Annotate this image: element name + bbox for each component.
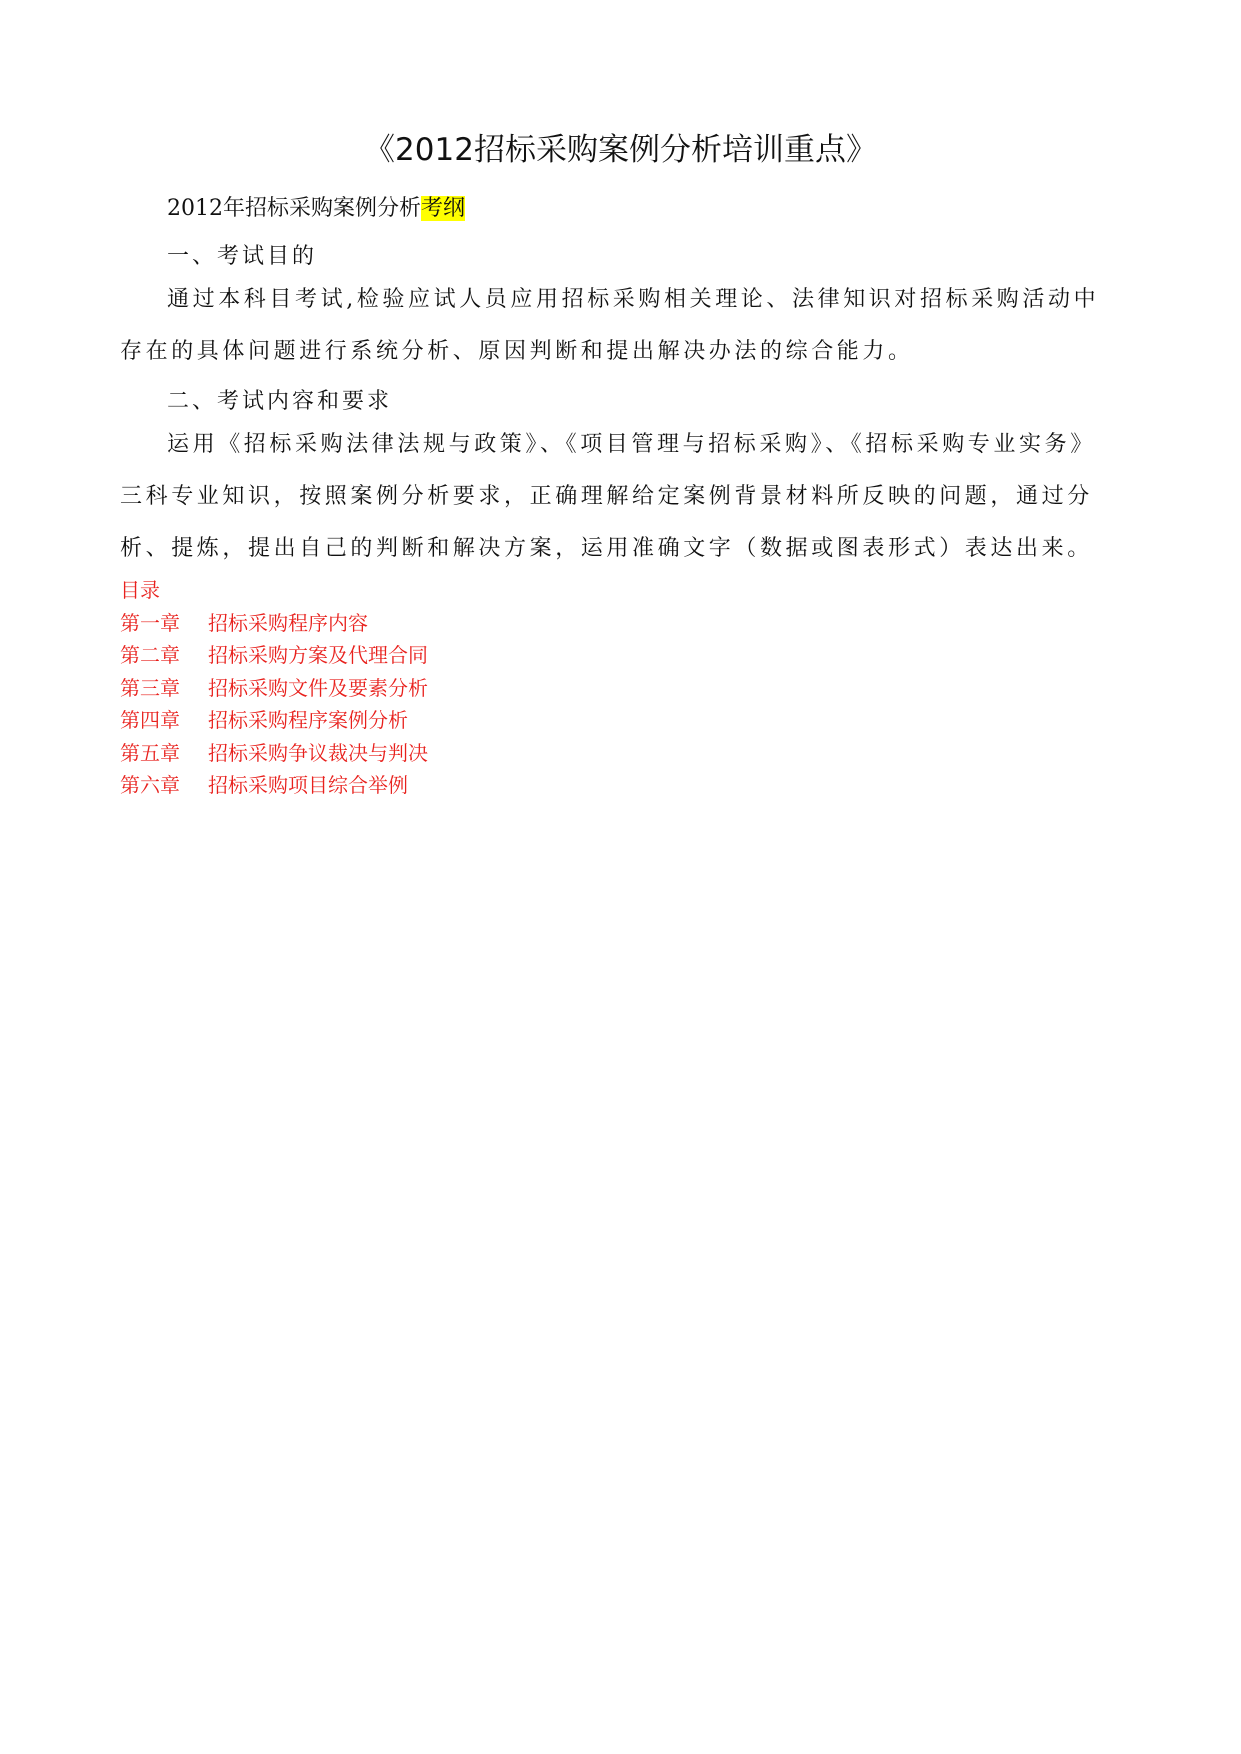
toc-item-chapter-2[interactable] bbox=[120, 639, 428, 672]
toc-chapter-number: 第四章 bbox=[120, 708, 180, 732]
subtitle bbox=[167, 193, 465, 225]
subtitle-highlight: 考纲 bbox=[421, 196, 466, 221]
document-title: 《2012招标采购案例分析培训重点》 bbox=[364, 132, 877, 168]
table-of-contents bbox=[120, 574, 428, 802]
toc-chapter-number: 第六章 bbox=[120, 773, 180, 797]
toc-list bbox=[120, 607, 428, 802]
toc-chapter-name: 招标采购项目综合举例 bbox=[208, 773, 408, 797]
toc-chapter-number: 第三章 bbox=[120, 675, 180, 700]
section-heading-exam-purpose: 一、考试目的 bbox=[167, 244, 318, 269]
toc-title: 目录 bbox=[120, 578, 160, 602]
toc-chapter-name: 招标采购争议裁决与判决 bbox=[208, 740, 428, 765]
section-body-exam-content: 运用《招标采购法律法规与政策》、《项目管理与招标采购》、《招标采购专业实务》三科专业知识，按照案例分析要求，正确理解给定案例背景材料所反映的问题，通过分析、提炼，提出自己的判断和解决方案，运用准确文字（数据或图表形式）表达出来。 bbox=[120, 432, 1096, 561]
toc-chapter-name: 招标采购程序内容 bbox=[208, 610, 368, 635]
section-heading-exam-content: 二、考试内容和要求 bbox=[167, 389, 393, 414]
toc-chapter-number: 第五章 bbox=[120, 740, 180, 765]
toc-item-chapter-4[interactable] bbox=[120, 704, 428, 737]
toc-item-chapter-6[interactable] bbox=[120, 769, 428, 802]
toc-chapter-number: 第一章 bbox=[120, 610, 180, 635]
toc-chapter-name: 招标采购程序案例分析 bbox=[208, 708, 408, 732]
toc-chapter-number: 第二章 bbox=[120, 643, 180, 667]
subtitle-year: 2012年 bbox=[167, 196, 245, 221]
toc-item-chapter-3[interactable] bbox=[120, 672, 428, 705]
toc-chapter-name: 招标采购方案及代理合同 bbox=[208, 643, 428, 667]
subtitle-main: 招标采购案例分析 bbox=[245, 196, 422, 221]
toc-item-chapter-1[interactable] bbox=[120, 607, 428, 640]
toc-chapter-name: 招标采购文件及要素分析 bbox=[208, 675, 428, 700]
toc-item-chapter-5[interactable] bbox=[120, 737, 428, 770]
section-body-exam-purpose: 通过本科目考试,检验应试人员应用招标采购相关理论、法律知识对招标采购活动中存在的具体问题进行系统分析、原因判断和提出解决办法的综合能力。 bbox=[120, 287, 1100, 364]
